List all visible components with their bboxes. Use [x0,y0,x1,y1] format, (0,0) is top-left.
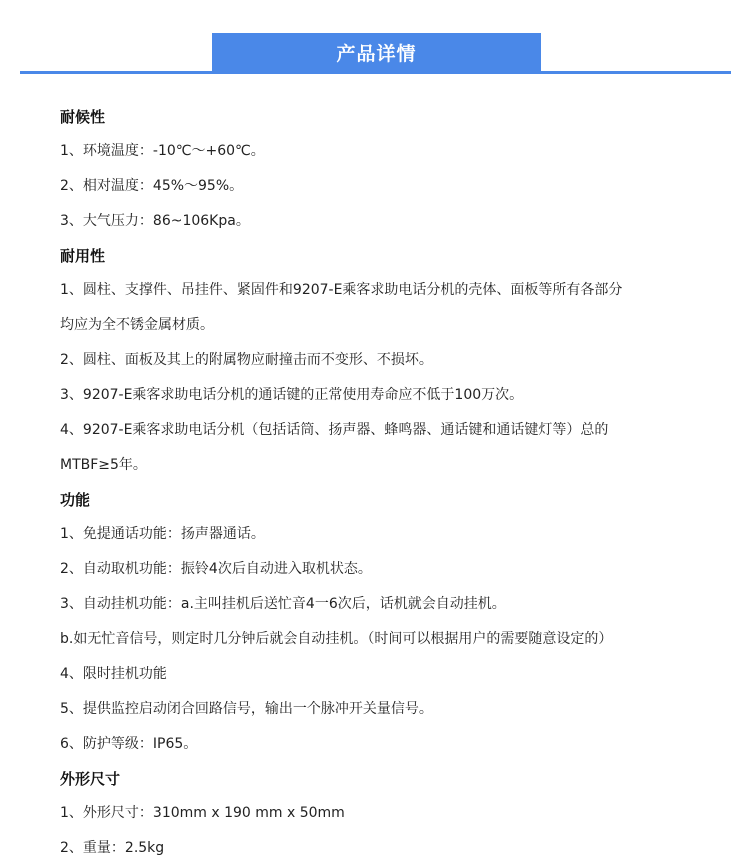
spec-line: 2、圆柱、面板及其上的附属物应耐撞击而不变形、不损坏。 [60,352,433,368]
spec-line: 4、限时挂机功能 [60,666,167,682]
spec-line: MTBF≥5年。 [60,457,147,473]
section-heading: 耐用性 [60,247,106,265]
spec-line: 3、9207-E乘客求助电话分机的通话键的正常使用寿命应不低于100万次。 [60,387,524,403]
spec-line: 6、防护等级：IP65。 [60,736,198,752]
section-heading: 耐候性 [60,108,106,126]
product-details [60,100,720,866]
spec-line: 2、自动取机功能：振铃4次后自动进入取机状态。 [60,561,372,577]
spec-line: 4、9207-E乘客求助电话分机（包括话筒、扬声器、蜂鸣器、通话键和通话键灯等）总的 [60,422,609,438]
section-heading: 外形尺寸 [60,770,121,788]
spec-line: 1、免提通话功能：扬声器通话。 [60,526,265,542]
section-durability [60,239,720,483]
section-functions [60,483,720,762]
section-heading: 功能 [60,491,91,509]
section-dimensions [60,762,720,866]
spec-line: 5、提供监控启动闭合回路信号，输出一个脉冲开关量信号。 [60,701,433,717]
spec-line: 3、大气压力：86~106Kpa。 [60,213,250,229]
section-weather-resistance [60,100,720,239]
spec-line: 均应为全不锈金属材质。 [60,317,214,333]
page-title: 产品详情 [336,43,417,65]
section-title-banner [212,33,541,72]
spec-line: 3、自动挂机功能：a.主叫挂机后送忙音4一6次后，话机就会自动挂机。 [60,596,506,612]
spec-line: 1、外形尺寸：310mm x 190 mm x 50mm [60,805,345,821]
spec-line: 2、重量：2.5kg [60,840,165,856]
page-header [0,0,750,80]
title-underline [20,71,731,74]
spec-line: 2、相对温度：45%～95%。 [60,178,244,194]
spec-line: 1、圆柱、支撑件、吊挂件、紧固件和9207-E乘客求助电话分机的壳体、面板等所有各部分 [60,282,623,298]
spec-line: b.如无忙音信号，则定时几分钟后就会自动挂机。（时间可以根据用户的需要随意设定的） [60,631,613,647]
spec-line: 1、环境温度：-10℃～+60℃。 [60,143,265,159]
